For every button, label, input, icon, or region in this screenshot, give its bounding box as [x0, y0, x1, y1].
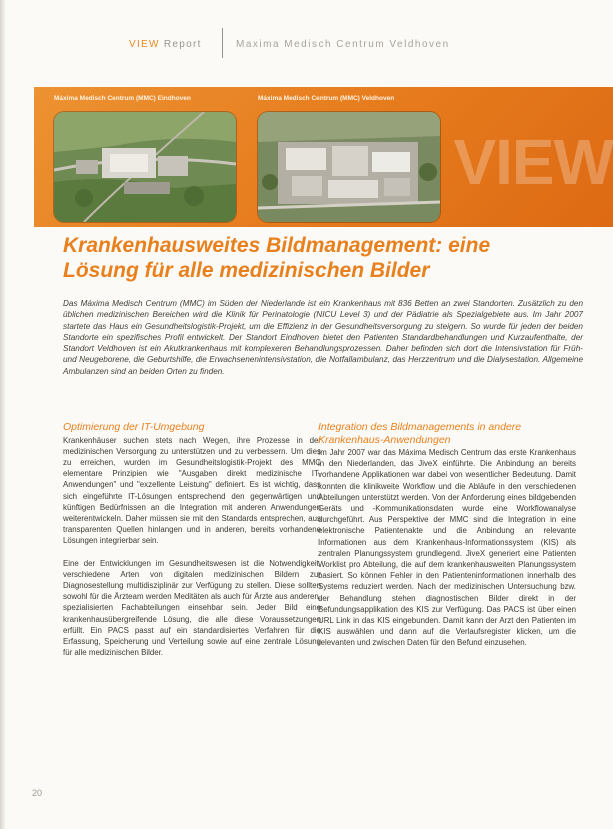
- column-right: [318, 421, 576, 649]
- section-label-accent: VIEW: [129, 39, 160, 50]
- aerial-photo-eindhoven: [54, 112, 236, 222]
- header-divider: [222, 28, 223, 58]
- heading-it-environment: Optimierung der IT-Umgebung: [63, 421, 205, 433]
- column-left: [63, 421, 321, 658]
- page-header: [0, 30, 613, 58]
- heading-integration: Integration des Bildmanagements in andere Krankenhaus-Anwendungen: [318, 421, 522, 446]
- paragraph-integration: Im Jahr 2007 war das Máxima Medisch Centrum das erste Krankenhaus in den Niederlanden, das JiveX einführte. Die Anbindung an bereits vorhandene Applikationen war dabei von wesentlicher Bedeutung. Damit konnten die klinikweite Workflow und die Abläufe in den verschiedenen Abteilungen unterstützt werden. Von der Anforderung eines bildgebenden Geräts und -Kommunikationsdaten wurde eine Workflowanalyse durchgeführt. Aus Perspektive der MMC sind die Integration in eine elektronische Patientenakte und die Anbindung an relevante Informationen aus dem Krankenhaus-Informationssystem (KIS) als zentralen Planungssystem grundlegend. JiveX generiert eine Patienten Worklist pro Abteilung, die auf dem krankenhausweiten Planungssystem basiert. So können Fehler in den Patienteninformationen innerhalb des Systems reduziert werden. Nach der medizinischen Untersuchung bzw. der Behandlung stehen diagnostischen Bilder direkt in der Befundungsapplikation des KIS zur Verfügung. Das PACS ist über einen URL Link in das KIS eingebunden. Damit kann der Arzt den Patienten im KIS auswählen und dann auf die Verlaufsregister klicken, um die relevanten und zwischen Daten für den Befund einzusehen.: [318, 448, 576, 648]
- paragraph-it-environment: Krankenhäuser suchen stets nach Wegen, ihre Prozesse in der medizinischen Versorgung zu unterstützen und zu verbessern. Um dies zu erreichen, wurden im Gesundheitslogistik-Projekt des MMC elementare Prinzipien wie "Ausgaben direkt medizinische IT-Anwendungen" und "exzellente Leistung" definiert. Es ist wichtig, dass sich eingeführte IT-Lösungen entsprechend den gegenwärtigen und künftigen Bedürfnissen an die Integration mit anderen Anwendungen weiterentwickeln. Daher müssen sie mit den Standards entsprechen, aus transparenten Quellen hinlangen und in anderen, bereits vorhandene Lösungen integrierbar sein.: [63, 435, 321, 546]
- view-watermark: VIEW: [453, 126, 613, 198]
- photo-banner: [34, 87, 613, 227]
- aerial-photo-veldhoven: [258, 112, 440, 222]
- page-edge: [0, 0, 6, 829]
- photo-caption-veldhoven: Máxima Medisch Centrum (MMC) Veldhoven: [258, 95, 395, 102]
- page-number: 20: [32, 788, 43, 798]
- article-title: Krankenhausweites Bildmanagement: eine Lösung für alle medizinischen Bilder: [63, 234, 491, 282]
- paragraph-image-distribution: Eine der Entwicklungen im Gesundheitswesen ist die Notwendigkeit, verschiedene Arten von digitalen medizinischen Bildern zur Diagnosestellung multidisziplinär zur Verfügung zu stellen. Diese sollten sowohl für die Ärzteam werden Meditäten als auch für Ärzte aus anderen, spezialisierten Fachabteilungen einsehbar sein. Jeder Bild eine krankenhausübergreifende Lösung, die alle diese Voraussetzungen erfüllt. Ein PACS passt auf ein standardisiertes Verfahren für die Erfassung, Speicherung und Verteilung sowie auf eine zentrale Lösung für alle medizinischen Bilder.: [63, 558, 321, 658]
- header-title: Maxima Medisch Centrum Veldhoven: [236, 39, 450, 50]
- photo-caption-eindhoven: Máxima Medisch Centrum (MMC) Eindhoven: [54, 95, 191, 102]
- section-label-rest: Report: [159, 39, 202, 50]
- article-intro: Das Máxima Medisch Centrum (MMC) im Süden der Niederlande ist ein Krankenhaus mit 836 Betten an zwei Standorten. Zusätzlich zu den üblichen medizinischen Bereichen wird die Klinik für Perinatologie (NICU Level 3) und der Pädiatrie als Spezialgebiete aus. Im Jahr 2007 startete das Haus ein Gesundheitslogistik-Projekt, um die Effizienz in der Gesundheitsversorgung zu steigern. So wurde für jeden der beiden Standorte ein spezifisches Profil entwickelt. Der Standort Eindhoven bietet den Patienten Standardbehandlungen und Kurzaufenthalte, der Standort Veldhoven ist ein Akutkrankenhaus mit komplexeren Behandlungsprozessen. Daher befinden sich dort die Intensivstation für Früh- und Neugeborene, die Geburtshilfe, die Erwachsenenintensivstation, die Notfallambulanz, das Herzzentrum und die Dialysestation. Allgemeine Ambulanzen sind an beiden Orten zu finden.: [63, 299, 583, 376]
- section-label: [129, 39, 202, 50]
